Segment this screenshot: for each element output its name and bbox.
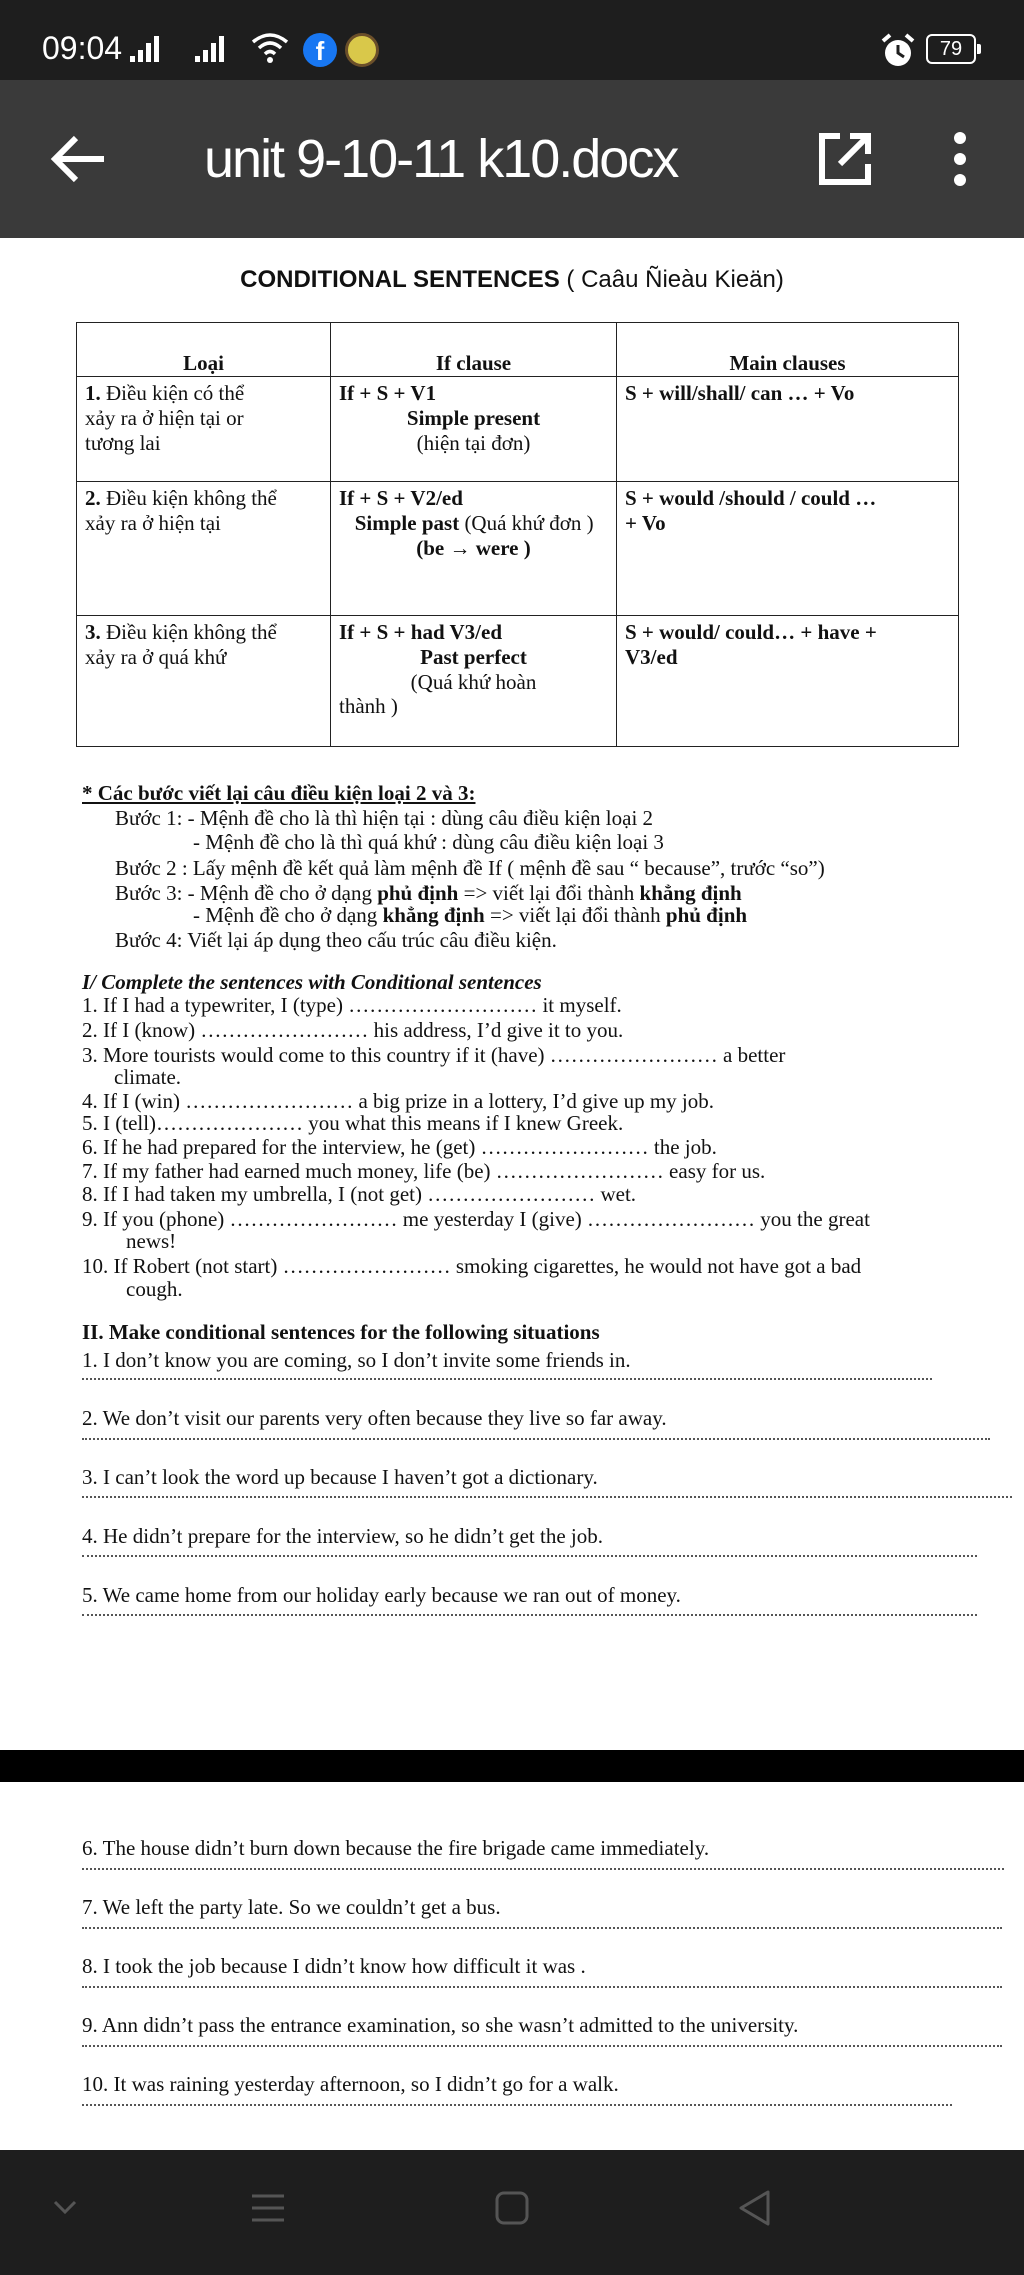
answer-line — [82, 1378, 932, 1380]
exercise-item: cough. — [126, 1277, 183, 1301]
exercise-item: 10. If Robert (not start) …………………… smoking cigarettes, he would not have got a bad — [82, 1254, 862, 1278]
exercise-item: 8. If I had taken my umbrella, I (not get) …………………… wet. — [82, 1182, 637, 1206]
facebook-icon: f — [303, 33, 337, 67]
answer-line — [82, 1555, 977, 1557]
conditional-table — [76, 322, 959, 747]
exercise-item: 7. We left the party late. So we couldn’t get a bus. — [82, 1895, 501, 1919]
document-heading: CONDITIONAL SENTENCES ( Caâu Ñieàu Kieän) — [240, 266, 784, 293]
exercise-item: climate. — [114, 1065, 182, 1089]
table-cell: 1. Điều kiện có thể xảy ra ở hiện tại or tương lai — [77, 377, 331, 482]
signal-icon — [195, 36, 224, 62]
answer-line — [82, 1868, 1004, 1870]
nav-home-icon[interactable] — [494, 2188, 530, 2228]
app-bar — [0, 80, 1024, 238]
table-row — [77, 482, 959, 616]
table-header: Main clauses — [617, 323, 959, 377]
exercise-item: 4. He didn’t prepare for the interview, so he didn’t get the job. — [82, 1524, 603, 1548]
table-header-row — [77, 323, 959, 377]
answer-line — [82, 1614, 977, 1616]
step-line: Bước 4: Viết lại áp dụng theo cấu trúc câu điều kiện. — [115, 928, 557, 952]
more-vert-icon[interactable] — [935, 124, 985, 194]
exercise-item: 2. If I (know) …………………… his address, I’d give it to you. — [82, 1018, 624, 1042]
document-page[interactable] — [0, 1782, 1024, 2150]
table-header: Loại — [77, 323, 331, 377]
table-cell: 3. Điều kiện không thể xảy ra ở quá khứ — [77, 616, 331, 747]
answer-line — [82, 1927, 1002, 1929]
nav-menu-icon[interactable] — [250, 2188, 286, 2228]
table-row — [77, 377, 959, 482]
exercise-item: 10. It was raining yesterday afternoon, so I didn’t go for a walk. — [82, 2072, 619, 2096]
document-title: unit 9-10-11 k10.docx — [204, 129, 678, 189]
table-cell: S + would/ could… + have + V3/ed — [617, 616, 959, 747]
answer-line — [82, 2104, 952, 2106]
table-cell: If + S + V1 Simple present (hiện tại đơn) — [331, 377, 617, 482]
step-line: - Mệnh đề cho là thì quá khứ : dùng câu điều kiện loại 3 — [193, 830, 664, 854]
exercise-item: 5. We came home from our holiday early because we ran out of money. — [82, 1583, 681, 1607]
exercise-item: 6. If he had prepared for the interview, he (get) …………………… the job. — [82, 1135, 717, 1159]
steps-title: * Các bước viết lại câu điều kiện loại 2 và 3: — [82, 781, 476, 805]
step-line: Bước 3: - Mệnh đề cho ở dạng phủ định => viết lại đổi thành khẳng định — [115, 881, 742, 905]
wifi-icon — [250, 30, 290, 64]
exercise-item: 4. If I (win) …………………… a big prize in a lottery, I’d give up my job. — [82, 1089, 715, 1113]
exercise-item: 3. More tourists would come to this country if it (have) …………………… a better — [82, 1043, 786, 1067]
exercise-item: 3. I can’t look the word up because I haven’t got a dictionary. — [82, 1465, 598, 1489]
alarm-icon — [880, 33, 916, 69]
answer-line — [82, 1986, 1002, 1988]
table-cell: S + will/shall/ can … + Vo — [617, 377, 959, 482]
exercise-item: 8. I took the job because I didn’t know how difficult it was . — [82, 1954, 586, 1978]
app-notification-icon — [345, 33, 379, 67]
step-line: Bước 2 : Lấy mệnh đề kết quả làm mệnh đề If ( mệnh đề sau “ because”, trước “so”) — [115, 856, 825, 880]
signal-icon — [130, 36, 159, 62]
exercise-item: 5. I (tell)………………… you what this means if I knew Greek. — [82, 1111, 624, 1135]
answer-line — [82, 1496, 1012, 1498]
step-line: - Mệnh đề cho ở dạng khẳng định => viết lại đổi thành phủ định — [193, 903, 748, 927]
step-line: Bước 1: - Mệnh đề cho là thì hiện tại : dùng câu điều kiện loại 2 — [115, 806, 654, 830]
document-page[interactable] — [0, 238, 1024, 1750]
exercise-item: 6. The house didn’t burn down because the fire brigade came immediately. — [82, 1836, 710, 1860]
exercise-item: 1. I don’t know you are coming, so I don’t invite some friends in. — [82, 1348, 631, 1372]
status-bar — [0, 0, 1024, 80]
table-cell: If + S + had V3/ed Past perfect (Quá khứ hoàn thành ) — [331, 616, 617, 747]
nav-back-icon[interactable] — [736, 2188, 772, 2228]
battery-icon: 79 — [926, 34, 976, 64]
section2-title: II. Make conditional sentences for the following situations — [82, 1320, 600, 1344]
table-header: If clause — [331, 323, 617, 377]
exercise-item: 7. If my father had earned much money, life (be) …………………… easy for us. — [82, 1159, 766, 1183]
nav-chevron-down-icon[interactable] — [50, 2188, 80, 2228]
exercise-item: 2. We don’t visit our parents very often because they live so far away. — [82, 1406, 667, 1430]
table-cell: If + S + V2/ed Simple past (Quá khứ đơn ) (be → were ) — [331, 482, 617, 616]
status-time: 09:04 — [42, 30, 123, 66]
answer-line — [82, 2045, 1002, 2047]
exercise-item: news! — [126, 1229, 177, 1253]
table-cell: S + would /should / could … + Vo — [617, 482, 959, 616]
exercise-item: 9. Ann didn’t pass the entrance examination, so she wasn’t admitted to the university. — [82, 2013, 799, 2037]
navigation-bar — [0, 2150, 1024, 2275]
table-row — [77, 616, 959, 747]
table-cell: 2. Điều kiện không thể xảy ra ở hiện tại — [77, 482, 331, 616]
answer-line — [82, 1438, 990, 1440]
exercise-item: 9. If you (phone) …………………… me yesterday I (give) …………………… you the great — [82, 1207, 870, 1231]
open-external-icon[interactable] — [810, 124, 880, 194]
exercise-item: 1. If I had a typewriter, I (type) ……………………… it myself. — [82, 993, 622, 1017]
back-arrow-icon[interactable] — [44, 124, 114, 194]
section1-title: I/ Complete the sentences with Conditional sentences — [82, 970, 542, 994]
page-divider — [0, 1750, 1024, 1782]
